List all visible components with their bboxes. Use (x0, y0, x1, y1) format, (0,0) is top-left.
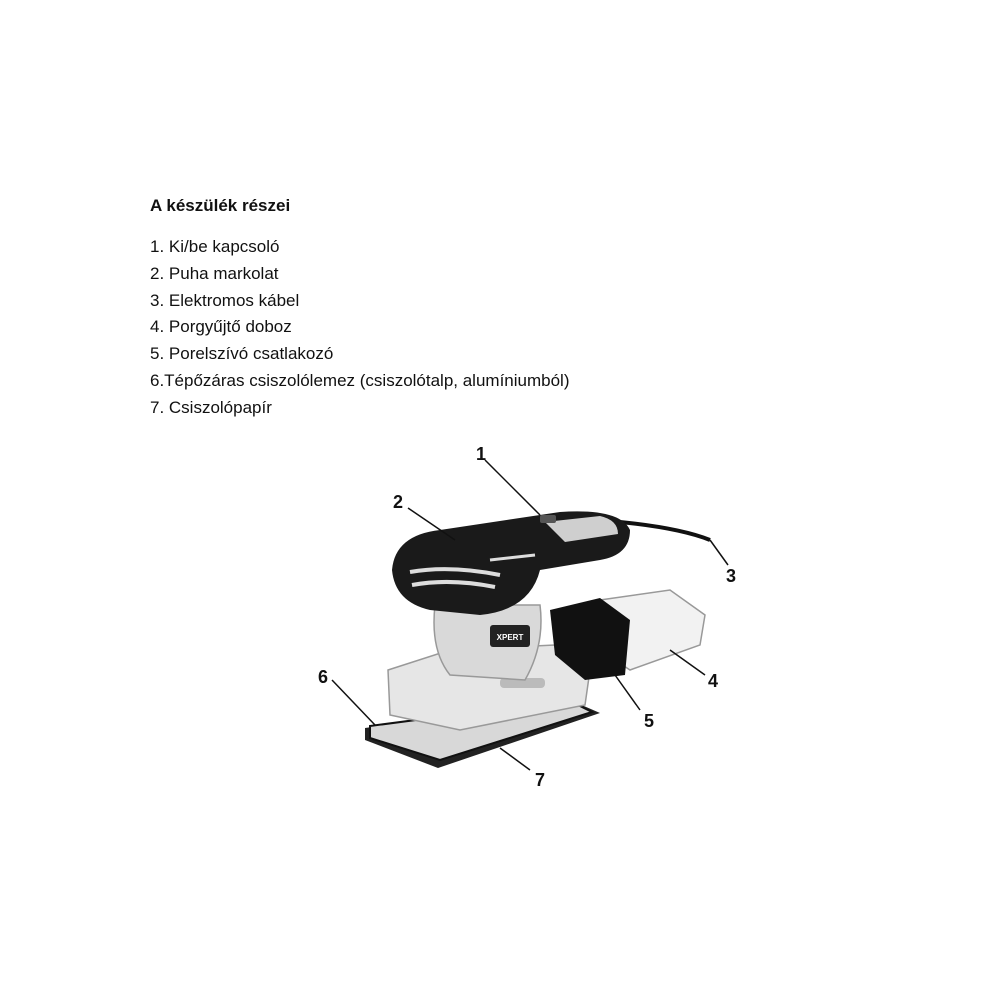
callout-2: 2 (393, 492, 404, 512)
sander-illustration (300, 430, 780, 810)
callout-3: 3 (726, 566, 737, 586)
callout-5: 5 (644, 711, 655, 731)
callout-1: 1 (476, 444, 487, 464)
list-item: 5. Porelszívó csatlakozó (150, 344, 334, 364)
power-cable (620, 522, 710, 540)
callout-6: 6 (318, 667, 329, 687)
list-item: 6.Tépőzáras csiszolólemez (csiszolótalp, alumíniumból) (150, 370, 570, 390)
on-off-switch (540, 515, 556, 523)
list-item: 2. Puha markolat (150, 263, 279, 283)
list-item: 7. Csiszolópapír (150, 397, 272, 417)
callout-4: 4 (708, 671, 719, 691)
section-heading: A készülék részei (150, 196, 291, 215)
brand-logo-text: XPERT (496, 633, 524, 642)
list-item: 1. Ki/be kapcsoló (150, 237, 280, 256)
callout-7: 7 (535, 770, 546, 790)
list-item: 4. Porgyűjtő doboz (150, 317, 292, 337)
list-item: 3. Elektromos kábel (150, 290, 300, 310)
parts-list (150, 234, 570, 422)
